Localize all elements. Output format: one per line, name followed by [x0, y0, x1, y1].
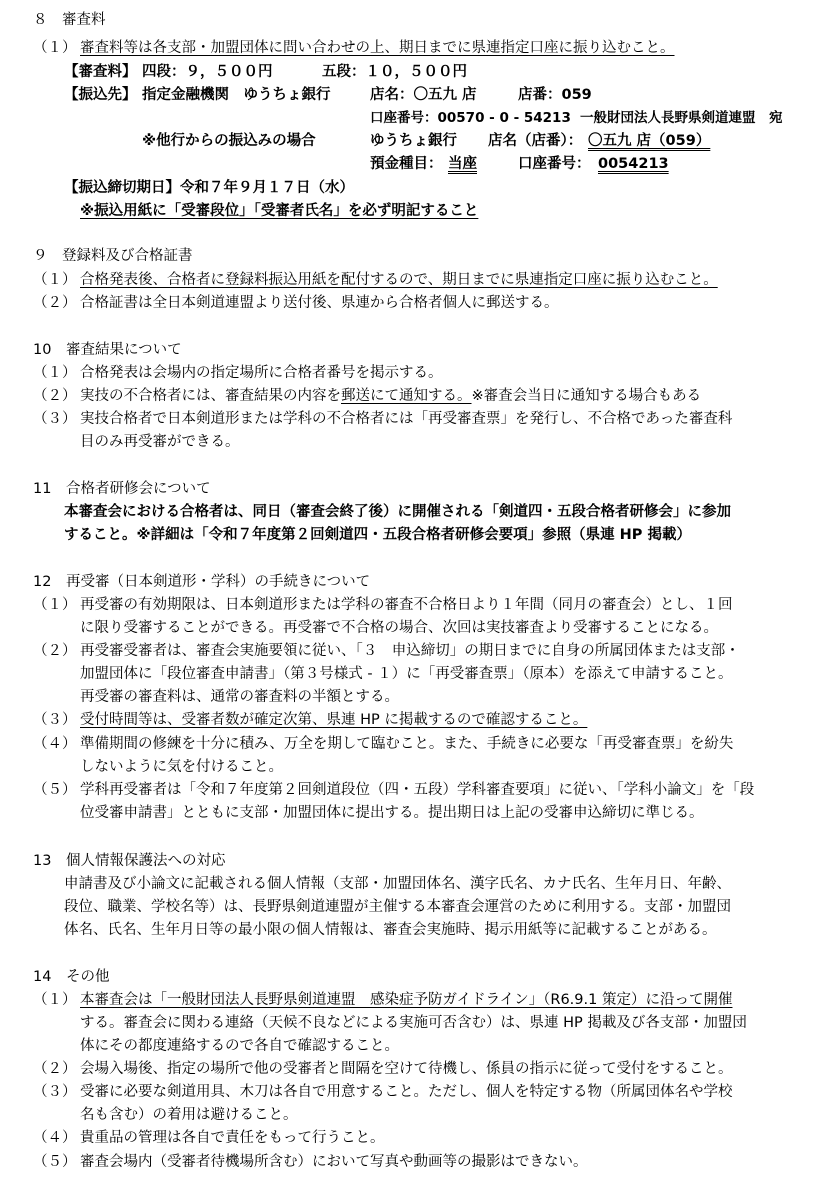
s10-item-3-line-2: 目のみ再受審ができる。 [80, 434, 240, 450]
s14-item-1-line-1 [80, 990, 732, 1010]
s14-item-1-part-a: 本審査会は [80, 992, 153, 1008]
s9-item-2-text: 合格証書は全日本剣道連盟より送付後、県連から合格者個人に郵送する。 [80, 295, 559, 311]
s12-item-5-num: （５） [33, 782, 77, 798]
s12-item-2-line-1: 再受審受審者は、審査会実施要領に従い、「３ 申込締切」の期日までに自身の所属団体または支部・ [80, 643, 740, 659]
other-bank-label: ※他行からの振込みの場合 [142, 133, 316, 149]
bank-institution: 指定金融機関 ゆうちょ銀行 [142, 87, 331, 103]
other-account-label: 口座番号： [518, 156, 591, 172]
s9-item-1-num: （１） [33, 272, 77, 288]
s12-item-2-line-3: 再受審の審査料は、通常の審査料の半額とする。 [80, 689, 399, 705]
s12-item-1-line-2: に限り受審することができる。再受審で不合格の場合、次回は実技審査より受審することになる。 [80, 620, 718, 636]
branch-name: 店名：〇五九 店 [370, 87, 477, 103]
s10-item-2-part-c: ※審査会当日に通知する場合もある [471, 388, 702, 404]
s13-line-1: 申請書及び小論文に記載される個人情報（支部・加盟団体名、漢字氏名、カナ氏名、生年月日、年齢、 [64, 876, 731, 892]
section-12-heading: 12 再受審（日本剣道形・学科）の手続きについて [33, 574, 371, 590]
other-branch-label: 店名（店番）： [488, 133, 583, 149]
transfer-deadline: 【振込締切期日】令和７年９月１７日（水） [64, 180, 354, 196]
s13-line-3: 体名、氏名、生年月日等の最小限の個人情報は、審査会実施時、掲示用紙等に記載することがある。 [64, 922, 717, 938]
s14-item-1-line-3: 体にその都度連絡するので各自で確認すること。 [80, 1038, 399, 1054]
s12-item-1-num: （１） [33, 597, 77, 613]
deposit-type-label: 預金種目： [370, 156, 443, 172]
s10-item-3-num: （３） [33, 411, 77, 427]
section-9-heading: ９ 登録料及び合格証書 [33, 248, 193, 264]
s8-item-1-num: （１） [33, 40, 77, 56]
s12-item-4-line-2: しないように気を付けること。 [80, 759, 283, 775]
s14-item-1-line-2: する。審査会に関わる連絡（天候不良などによる実施可否含む）は、県連 HP 掲載及び各支部・加盟団 [80, 1015, 747, 1031]
s14-item-3-line-1: 受審に必要な剣道用具、木刀は各自で用意すること。ただし、個人を特定する物（所属団体名や学校 [80, 1084, 733, 1100]
s14-item-4-text: 貴重品の管理は各自で責任をもって行うこと。 [80, 1130, 385, 1146]
s10-item-3-line-1: 実技合格者で日本剣道形または学科の不合格者には「再受審査票」を発行し、不合格であった審査科 [80, 411, 733, 427]
other-bank-name: ゆうちょ銀行 [370, 133, 457, 149]
transfer-note: ※振込用紙に「受審段位」「受審者氏名」を必ず明記すること [80, 203, 479, 219]
bank-label: 【振込先】 [64, 87, 137, 103]
s10-item-2-num: （２） [33, 388, 77, 404]
s10-item-1-num: （１） [33, 365, 77, 381]
s14-item-5-text: 審査会場内（受審者待機場所含む）において写真や動画等の撮影はできない。 [80, 1154, 588, 1170]
s14-item-4-num: （４） [33, 1130, 77, 1146]
s12-item-4-num: （４） [33, 736, 77, 752]
fee-5dan: 五段：１０，５００円 [322, 64, 467, 80]
s10-item-2-part-a: 実技の不合格者には、審査結果の内容を [80, 388, 341, 404]
s12-item-3-text: 受付時間等は、受審者数が確定次第、県連 HP に掲載するので確認すること。 [80, 712, 588, 728]
s14-item-2-text: 会場入場後、指定の場所で他の受審者と間隔を空けて待機し、係員の指示に従って受付をすること。 [80, 1061, 733, 1077]
s11-line-1: 本審査会における合格者は、同日（審査会終了後）に開催される「剣道四・五段合格者研修会」に参加 [64, 504, 731, 520]
s13-line-2: 段位、職業、学校名等）は、長野県剣道連盟が主催する本審査会運営のために利用する。支部・加盟団 [64, 899, 731, 915]
s12-item-2-line-2: 加盟団体に「段位審査申請書」（第３号様式 - １）に「再受審査票」（原本）を添えて申請すること。 [80, 666, 733, 682]
section-10-heading: 10 審査結果について [33, 342, 182, 358]
s12-item-5-line-2: 位受審申請書」とともに支部・加盟団体に提出する。提出期日は上記の受審申込締切に準じる。 [80, 805, 704, 821]
s12-item-3-num: （３） [33, 712, 77, 728]
s11-line-2: すること。※詳細は「令和７年度第２回剣道四・五段合格者研修会要項」参照（県連 HP 掲載） [64, 527, 691, 543]
s14-item-5-num: （５） [33, 1154, 77, 1170]
account-recipient: 一般財団法人長野県剣道連盟 宛 [580, 110, 783, 126]
section-8-heading: ８ 審査料 [33, 12, 106, 28]
s10-item-1-text: 合格発表は会場内の指定場所に合格者番号を掲示する。 [80, 365, 443, 381]
section-11-heading: 11 合格者研修会について [33, 481, 211, 497]
section-13-heading: 13 個人情報保護法への対応 [33, 853, 226, 869]
s14-item-2-num: （２） [33, 1061, 77, 1077]
s14-item-1-num: （１） [33, 992, 77, 1008]
section-14-heading: 14 その他 [33, 969, 110, 985]
s10-item-2-part-b: 郵送にて通知する。 [341, 388, 472, 404]
branch-number: 店番：059 [518, 87, 592, 103]
s12-item-5-line-1: 学科再受審者は「令和７年度第２回剣道段位（四・五段）学科審査要項」に従い、「学科小論文」を「段 [80, 782, 755, 798]
other-account-value: 0054213 [598, 156, 669, 172]
s9-item-2-num: （２） [33, 295, 77, 311]
fee-label: 【審査料】 [64, 64, 137, 80]
s9-item-1-text: 合格発表後、合格者に登録料振込用紙を配付するので、期日までに県連指定口座に振り込むこと。 [80, 272, 718, 288]
deposit-type-value: 当座 [448, 156, 477, 172]
s14-item-3-line-2: 名も含む）の着用は避けること。 [80, 1107, 298, 1123]
s8-item-1-text: 審査料等は各支部・加盟団体に問い合わせの上、期日までに県連指定口座に振り込むこと。 [80, 40, 675, 56]
account-number: 口座番号：00570 - 0 - 54213 [370, 110, 571, 126]
fee-4dan: 四段：９，５００円 [142, 64, 273, 80]
other-branch-value: 〇五九 店（059） [588, 133, 711, 149]
s12-item-2-num: （２） [33, 643, 77, 659]
s10-item-2-text [80, 386, 701, 406]
s14-item-1-part-b: 「一般財団法人長野県剣道連盟 感染症予防ガイドライン」（R6.9.1 策定）に沿って開催 [152, 992, 733, 1008]
s12-item-4-line-1: 準備期間の修練を十分に積み、万全を期して臨むこと。また、手続きに必要な「再受審査票」を紛失 [80, 736, 734, 752]
s12-item-1-line-1: 再受審の有効期限は、日本剣道形または学科の審査不合格日より１年間（同月の審査会）とし、１回 [80, 597, 733, 613]
s14-item-3-num: （３） [33, 1084, 77, 1100]
